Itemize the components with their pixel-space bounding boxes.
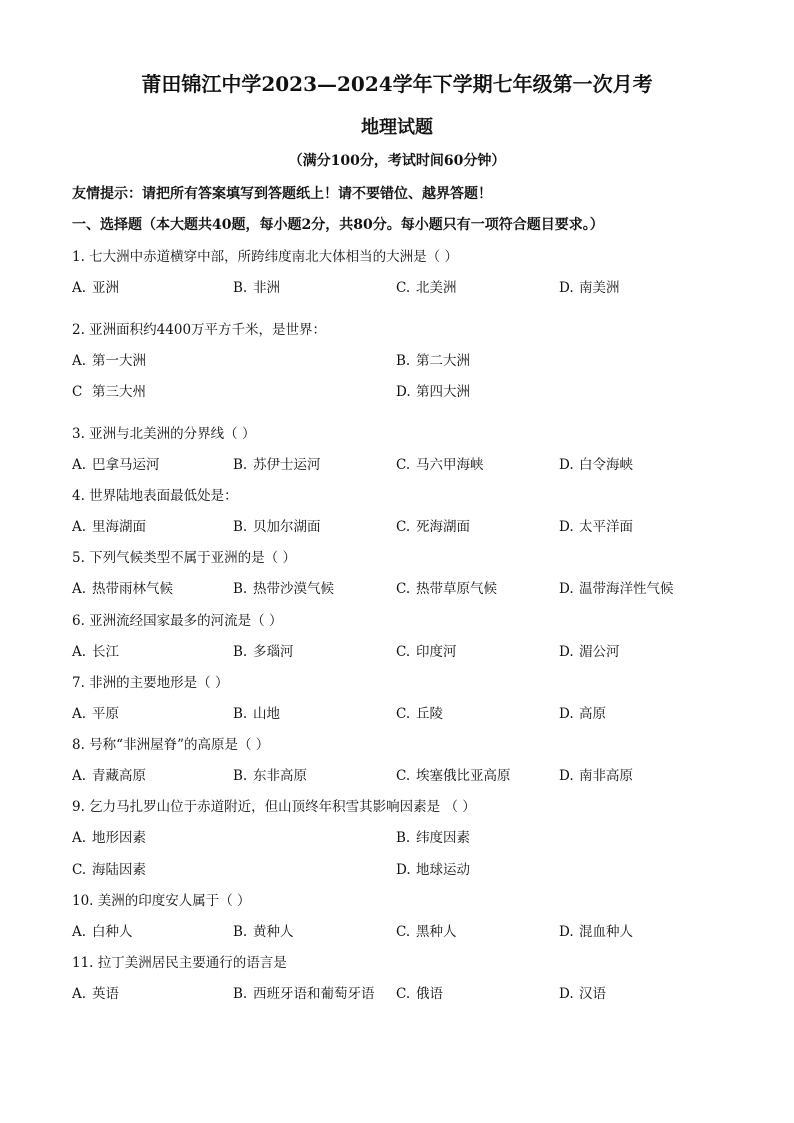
- exam-subject: 地理试题: [361, 117, 433, 138]
- question-11-option-d: D. 汉语: [559, 986, 606, 1002]
- question-1-option-b: B. 非洲: [233, 280, 280, 296]
- question-11-option-c: C. 俄语: [396, 986, 443, 1002]
- question-10-stem: 10. 美洲的印度安人属于（ ）: [72, 893, 251, 909]
- question-11-option-a: A. 英语: [72, 986, 119, 1002]
- section-heading: 一、选择题（本大题共40题，每小题2分，共80分。每小题只有一项符合题目要求。）: [72, 217, 604, 233]
- question-9-option-c: C. 海陆因素: [72, 862, 146, 878]
- question-2-option-a: A. 第一大洲: [72, 353, 146, 369]
- question-6-stem: 6. 亚洲流经国家最多的河流是（ ）: [72, 613, 283, 629]
- exam-note: （满分100分，考试时间60分钟）: [288, 153, 506, 169]
- question-5-option-a: A. 热带雨林气候: [72, 581, 173, 597]
- question-7-stem: 7. 非洲的主要地形是（ ）: [72, 675, 229, 691]
- question-4-option-d: D. 太平洋面: [559, 519, 633, 535]
- question-6-option-a: A. 长江: [72, 644, 119, 660]
- question-3-option-a: A. 巴拿马运河: [72, 457, 160, 473]
- question-1-option-a: A. 亚洲: [72, 280, 119, 296]
- question-3-option-b: B. 苏伊士运河: [233, 457, 321, 473]
- question-4-option-b: B. 贝加尔湖面: [233, 519, 321, 535]
- question-10-option-b: B. 黄种人: [233, 924, 294, 940]
- question-1-option-c: C. 北美洲: [396, 280, 457, 296]
- question-9-stem: 9. 乞力马扎罗山位于赤道附近，但山顶终年积雪其影响因素是 （ ）: [72, 799, 476, 815]
- question-6-option-c: C. 印度河: [396, 644, 457, 660]
- question-2-option-d: D. 第四大洲: [396, 384, 470, 400]
- question-5-option-c: C. 热带草原气候: [396, 581, 497, 597]
- question-10-option-a: A. 白种人: [72, 924, 133, 940]
- question-8-stem: 8. 号称“非洲屋脊”的高原是（ ）: [72, 737, 270, 753]
- question-1-stem: 1. 七大洲中赤道横穿中部，所跨纬度南北大体相当的大洲是（ ）: [72, 249, 458, 265]
- question-10-option-d: D. 混血种人: [559, 924, 633, 940]
- question-11-option-b: B. 西班牙语和葡萄牙语: [233, 986, 375, 1002]
- question-3-option-d: D. 白令海峡: [559, 457, 633, 473]
- question-8-option-d: D. 南非高原: [559, 768, 633, 784]
- question-9-option-b: B. 纬度因素: [396, 830, 470, 846]
- question-8-option-c: C. 埃塞俄比亚高原: [396, 768, 511, 784]
- question-7-option-b: B. 山地: [233, 706, 280, 722]
- question-11-stem: 11. 拉丁美洲居民主要通行的语言是: [72, 955, 287, 971]
- question-4-option-a: A. 里海湖面: [72, 519, 146, 535]
- question-8-option-a: A. 青藏高原: [72, 768, 146, 784]
- question-3-stem: 3. 亚洲与北美洲的分界线（ ）: [72, 426, 256, 442]
- question-5-option-b: B. 热带沙漠气候: [233, 581, 334, 597]
- question-5-stem: 5. 下列气候类型不属于亚洲的是（ ）: [72, 550, 296, 566]
- question-5-option-d: D. 温带海洋性气候: [559, 581, 674, 597]
- question-9-option-a: A. 地形因素: [72, 830, 146, 846]
- question-2-option-b: B. 第二大洲: [396, 353, 470, 369]
- question-7-option-c: C. 丘陵: [396, 706, 443, 722]
- question-8-option-b: B. 东非高原: [233, 768, 307, 784]
- question-9-option-d: D. 地球运动: [396, 862, 470, 878]
- question-6-option-b: B. 多瑙河: [233, 644, 294, 660]
- question-1-option-d: D. 南美洲: [559, 280, 620, 296]
- question-2-option-c: C 第三大州: [72, 384, 146, 400]
- question-6-option-d: D. 湄公河: [559, 644, 620, 660]
- question-7-option-a: A. 平原: [72, 706, 119, 722]
- question-4-stem: 4. 世界陆地表面最低处是：: [72, 488, 238, 504]
- question-3-option-c: C. 马六甲海峡: [396, 457, 484, 473]
- question-10-option-c: C. 黑种人: [396, 924, 457, 940]
- question-7-option-d: D. 高原: [559, 706, 606, 722]
- question-4-option-c: C. 死海湖面: [396, 519, 470, 535]
- exam-title: 莆田锦江中学2023—2024学年下学期七年级第一次月考: [141, 72, 653, 96]
- friendly-tip: 友情提示：请把所有答案填写到答题纸上！请不要错位、越界答题！: [72, 186, 492, 202]
- question-2-stem: 2. 亚洲面积约4400万平方千米，是世界：: [72, 322, 327, 338]
